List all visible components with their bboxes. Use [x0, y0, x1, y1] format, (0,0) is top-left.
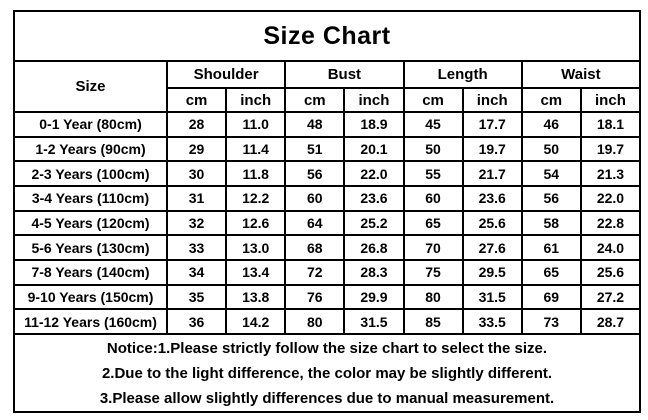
value-cell: 45: [404, 112, 463, 137]
column-group-header-bust: Bust: [285, 61, 403, 88]
value-cell: 58: [522, 211, 581, 236]
size-cell: 5-6 Years (130cm): [14, 235, 167, 260]
value-cell: 31.5: [463, 285, 522, 310]
value-cell: 56: [285, 161, 344, 186]
value-cell: 65: [404, 211, 463, 236]
value-cell: 65: [522, 260, 581, 285]
size-chart-container: [13, 10, 641, 413]
value-cell: 13.0: [226, 235, 285, 260]
notice-line-2: 2.Due to the light difference, the color may be slightly different.: [101, 364, 553, 382]
value-cell: 60: [285, 186, 344, 211]
table-row: [14, 161, 640, 186]
column-group-header-shoulder: Shoulder: [167, 61, 285, 88]
value-cell: 25.6: [581, 260, 640, 285]
value-cell: 68: [285, 235, 344, 260]
value-cell: 28.3: [344, 260, 403, 285]
value-cell: 50: [522, 137, 581, 162]
table-row: [14, 186, 640, 211]
value-cell: 76: [285, 285, 344, 310]
value-cell: 26.8: [344, 235, 403, 260]
value-cell: 51: [285, 137, 344, 162]
value-cell: 29.9: [344, 285, 403, 310]
table-row: [14, 211, 640, 236]
value-cell: 20.1: [344, 137, 403, 162]
value-cell: 55: [404, 161, 463, 186]
size-cell: 0-1 Year (80cm): [14, 112, 167, 137]
value-cell: 25.6: [463, 211, 522, 236]
size-chart-table: [13, 10, 641, 413]
value-cell: 31.5: [344, 309, 403, 334]
value-cell: 73: [522, 309, 581, 334]
value-cell: 21.3: [581, 161, 640, 186]
notice-row: [14, 334, 640, 412]
table-row: [14, 260, 640, 285]
value-cell: 35: [167, 285, 226, 310]
value-cell: 56: [522, 186, 581, 211]
value-cell: 24.0: [581, 235, 640, 260]
value-cell: 85: [404, 309, 463, 334]
table-row: [14, 137, 640, 162]
value-cell: 33: [167, 235, 226, 260]
value-cell: 28.7: [581, 309, 640, 334]
size-column-header: Size: [14, 61, 167, 112]
value-cell: 23.6: [463, 186, 522, 211]
value-cell: 72: [285, 260, 344, 285]
value-cell: 64: [285, 211, 344, 236]
value-cell: 18.9: [344, 112, 403, 137]
value-cell: 18.1: [581, 112, 640, 137]
unit-header-cm: cm: [167, 88, 226, 112]
unit-header-cm: cm: [285, 88, 344, 112]
table-row: [14, 112, 640, 137]
value-cell: 69: [522, 285, 581, 310]
value-cell: 14.2: [226, 309, 285, 334]
value-cell: 29: [167, 137, 226, 162]
value-cell: 46: [522, 112, 581, 137]
value-cell: 70: [404, 235, 463, 260]
column-group-row: [14, 61, 640, 88]
value-cell: 11.0: [226, 112, 285, 137]
title-row: [14, 11, 640, 61]
unit-header-inch: inch: [581, 88, 640, 112]
value-cell: 23.6: [344, 186, 403, 211]
value-cell: 21.7: [463, 161, 522, 186]
table-row: [14, 309, 640, 334]
value-cell: 22.8: [581, 211, 640, 236]
column-group-header-waist: Waist: [522, 61, 640, 88]
value-cell: 32: [167, 211, 226, 236]
column-group-header-length: Length: [404, 61, 522, 88]
size-cell: 2-3 Years (100cm): [14, 161, 167, 186]
unit-header-cm: cm: [404, 88, 463, 112]
notice-line-1: Notice:1.Please strictly follow the size chart to select the size.: [106, 339, 548, 357]
value-cell: 61: [522, 235, 581, 260]
size-cell: 7-8 Years (140cm): [14, 260, 167, 285]
value-cell: 22.0: [581, 186, 640, 211]
value-cell: 11.4: [226, 137, 285, 162]
size-cell: 11-12 Years (160cm): [14, 309, 167, 334]
value-cell: 28: [167, 112, 226, 137]
value-cell: 34: [167, 260, 226, 285]
value-cell: 25.2: [344, 211, 403, 236]
value-cell: 75: [404, 260, 463, 285]
size-cell: 3-4 Years (110cm): [14, 186, 167, 211]
value-cell: 33.5: [463, 309, 522, 334]
value-cell: 50: [404, 137, 463, 162]
value-cell: 22.0: [344, 161, 403, 186]
unit-header-cm: cm: [522, 88, 581, 112]
value-cell: 12.6: [226, 211, 285, 236]
unit-header-inch: inch: [226, 88, 285, 112]
value-cell: 54: [522, 161, 581, 186]
value-cell: 17.7: [463, 112, 522, 137]
value-cell: 31: [167, 186, 226, 211]
value-cell: 36: [167, 309, 226, 334]
value-cell: 29.5: [463, 260, 522, 285]
value-cell: 27.6: [463, 235, 522, 260]
size-cell: 9-10 Years (150cm): [14, 285, 167, 310]
value-cell: 80: [285, 309, 344, 334]
table-row: [14, 285, 640, 310]
value-cell: 80: [404, 285, 463, 310]
table-row: [14, 235, 640, 260]
notice-block: [14, 334, 640, 412]
size-cell: 1-2 Years (90cm): [14, 137, 167, 162]
value-cell: 19.7: [463, 137, 522, 162]
value-cell: 30: [167, 161, 226, 186]
table-body: [14, 112, 640, 334]
notice-line-3: 3.Please allow slightly differences due to manual measurement.: [99, 389, 555, 407]
value-cell: 27.2: [581, 285, 640, 310]
value-cell: 11.8: [226, 161, 285, 186]
value-cell: 48: [285, 112, 344, 137]
chart-title: Size Chart: [14, 11, 640, 61]
unit-header-inch: inch: [344, 88, 403, 112]
value-cell: 12.2: [226, 186, 285, 211]
size-cell: 4-5 Years (120cm): [14, 211, 167, 236]
value-cell: 13.8: [226, 285, 285, 310]
value-cell: 13.4: [226, 260, 285, 285]
unit-header-inch: inch: [463, 88, 522, 112]
value-cell: 19.7: [581, 137, 640, 162]
value-cell: 60: [404, 186, 463, 211]
